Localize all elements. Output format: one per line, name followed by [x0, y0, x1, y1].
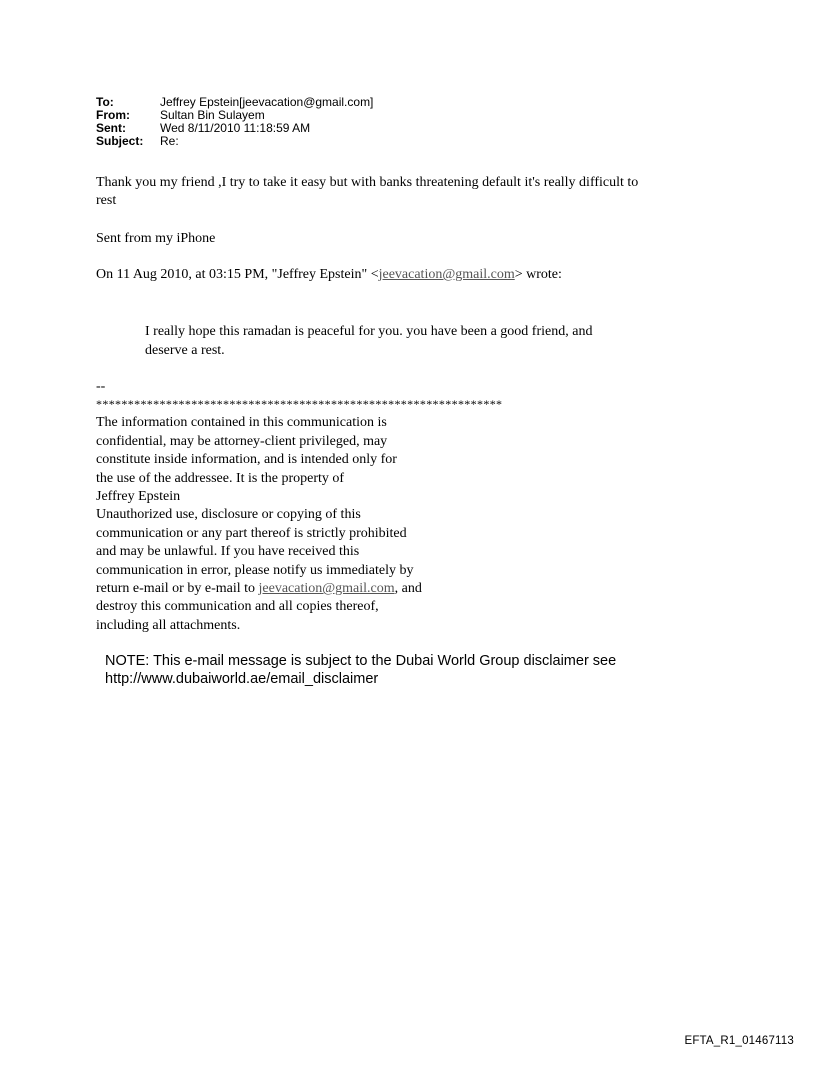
sent-value: Wed 8/11/2010 11:18:59 AM	[160, 121, 311, 135]
disclaimer-dashes: --	[96, 379, 106, 394]
notify-email-link[interactable]: jeevacation@gmail.com	[258, 581, 395, 597]
subject-label: Subject:	[96, 134, 144, 148]
quoted-message	[145, 322, 685, 360]
quoted-line-2: deserve a rest.	[145, 343, 225, 358]
reply-email-link[interactable]: jeevacation@gmail.com	[378, 267, 515, 282]
quoted-line-1: I really hope this ramadan is peaceful for you. you have been a good friend, and	[145, 324, 593, 339]
notify-suffix: , and	[394, 581, 422, 597]
reply-attribution	[96, 266, 562, 284]
note-line-1: NOTE: This e-mail message is subject to the Dubai World Group disclaimer see	[105, 653, 617, 669]
disclaimer-line: destroy this communication and all copies thereof,	[96, 599, 379, 615]
disclaimer-line: communication in error, please notify us immediately by	[96, 562, 414, 578]
note-line-2: http://www.dubaiworld.ae/email_disclaimer	[105, 671, 379, 687]
subject-value: Re:	[160, 134, 179, 148]
message-line-2: rest	[96, 193, 117, 208]
message-line-1: Thank you my friend ,I try to take it easy but with banks threatening default it's really difficult to	[96, 175, 639, 190]
message-body	[96, 174, 638, 210]
disclaimer-line: and may be unlawful. If you have received this	[96, 544, 360, 560]
disclaimer-line: constitute inside information, and is intended only for	[96, 452, 397, 468]
reply-suffix: > wrote:	[514, 267, 562, 282]
from-label: From:	[96, 108, 130, 122]
disclaimer-line: the use of the addressee. It is the property of	[96, 470, 345, 486]
reply-prefix: On 11 Aug 2010, at 03:15 PM, "Jeffrey Epstein" <	[96, 267, 379, 282]
from-value: Sultan Bin Sulayem	[160, 108, 265, 122]
disclaimer-line: communication or any part thereof is strictly prohibited	[96, 525, 407, 541]
email-header	[96, 96, 373, 148]
subject-row	[96, 135, 373, 148]
disclaimer-line: including all attachments.	[96, 617, 241, 633]
disclaimer-stars: ****************************************************************	[96, 397, 503, 412]
disclaimer-notify-line	[96, 580, 502, 598]
confidentiality-disclaimer	[96, 378, 502, 635]
sent-label: Sent:	[96, 121, 126, 135]
to-value: Jeffrey Epstein[jeevacation@gmail.com]	[160, 95, 374, 109]
to-label: To:	[96, 95, 114, 109]
disclaimer-line: The information contained in this communication is	[96, 415, 387, 431]
disclaimer-line: Jeffrey Epstein	[96, 489, 181, 505]
disclaimer-line: Unauthorized use, disclosure or copying of this	[96, 507, 361, 523]
notify-prefix: return e-mail or by e-mail to	[96, 581, 259, 597]
disclaimer-line: confidential, may be attorney-client privileged, may	[96, 433, 388, 449]
signature: Sent from my iPhone	[96, 231, 216, 246]
document-id: EFTA_R1_01467113	[684, 1035, 794, 1047]
dubai-world-note	[105, 652, 725, 688]
